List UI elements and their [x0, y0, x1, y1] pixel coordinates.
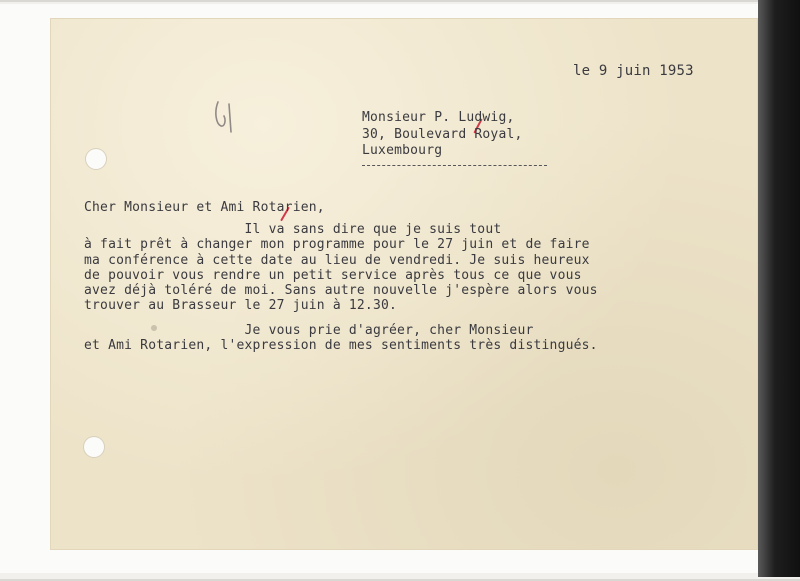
scan-edge-shadow	[758, 0, 800, 577]
recipient-address	[362, 110, 523, 160]
letter-body: Il va sans dire que je suis tout à fait prêt à changer mon programme pour le 27 juin et de faire ma conférence à cette date au lieu de vendredi. Je suis heureux de pouvoir vous rendre un petit service après tous ce que vous avez déjà toléré de moi. Sans autre nouvelle j'espère alors vous trouver au Brasseur le 27 juin à 12.30.	[84, 222, 598, 314]
address-line-2: 30, Boulevard Royal,	[362, 126, 523, 142]
salutation: Cher Monsieur et Ami Rotarien,	[84, 200, 325, 215]
address-underline	[362, 165, 547, 166]
address-line-1: Monsieur P. Ludwig,	[362, 110, 515, 125]
punch-hole-bottom	[84, 437, 104, 457]
punch-hole-top	[86, 149, 106, 169]
address-line-3: Luxembourg	[362, 143, 443, 158]
pencil-annotation-icon	[212, 98, 242, 138]
letter-date: le 9 juin 1953	[573, 63, 694, 79]
letter-closing: Je vous prie d'agréer, cher Monsieur et Ami Rotarien, l'expression de mes sentiments très distingués.	[84, 323, 598, 354]
